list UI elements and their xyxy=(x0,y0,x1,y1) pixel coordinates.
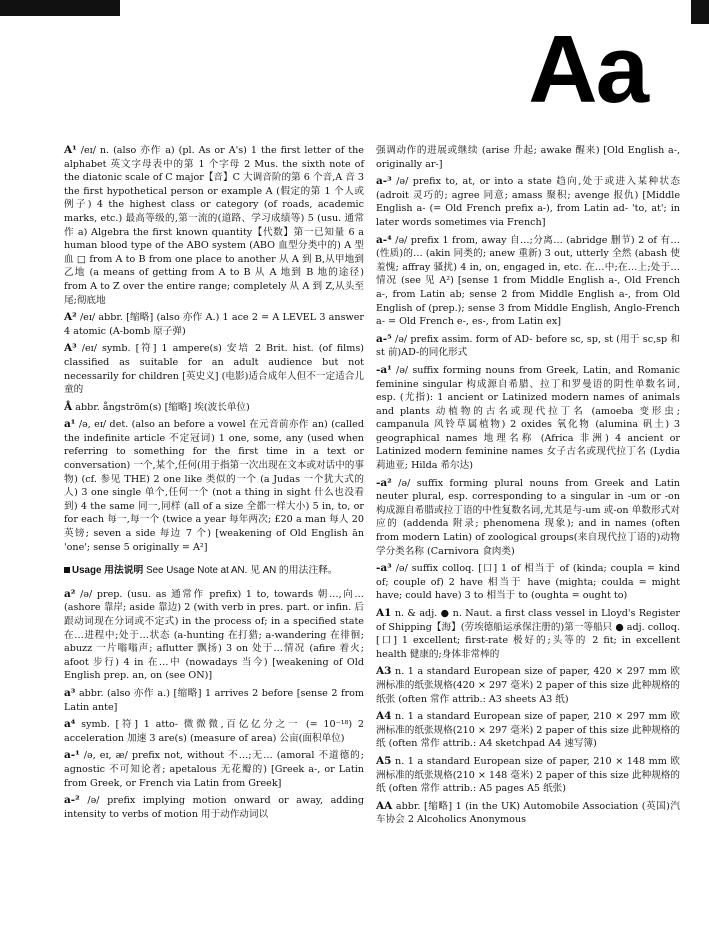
definition: /eɪ/ abbr. [缩略] (also 亦作 A.) 1 ace 2 = A LEVEL 3 answer 4 atomic (A-bomb 原子弹) xyxy=(64,312,364,337)
definition: n. 1 a standard European size of paper, 210 × 148 mm 欧洲标准的纸张规格(210 × 148 毫米) 2 paper of this size 此种规格的纸 (often 常作 attrib.: A5 pages A5 纸张) xyxy=(376,755,680,795)
definition: /ə/ suffix forming nouns from Greek, Latin, and Romanic feminine singular 构成源自希腊、拉丁和罗曼语的阴性单数名词, esp. (尤指): 1 ancient or Latinized modern names of animals and plants 动植物的古名或现代拉丁名 (amoeba 变形虫; campanula 风铃草属植物) 2 oxides 氧化物 (alumina 矾土) 3 geographical names 地理名称 (Africa 非洲) 4 ancient or Latinized modern feminine names 女子古名或现代拉丁名 (Lydia 莉迪亚; Hilda 希尔达) xyxy=(376,364,680,472)
headword: A¹ xyxy=(64,144,77,156)
dictionary-entry xyxy=(376,755,680,796)
square-bullet-icon xyxy=(64,567,70,573)
headword: -a³ xyxy=(376,562,392,575)
definition: n. & adj. ● n. Naut. a first class vessel in Lloyd's Register of Shipping【海】(劳埃德船运承保注册的)第一等船只 ● adj. colloq. [口] 1 excellent; first-rate 极好的;头等的 2 fit; in excellent health 健康的;身体非常棒的 xyxy=(376,608,680,660)
headword: a-³ xyxy=(376,175,392,188)
headword: AA xyxy=(376,799,393,812)
definition: symb. [符] 1 atto- 微微微,百亿亿分之一 (= 10⁻¹⁸) 2 acceleration 加速 3 are(s) (measure of area) 公亩(面积单位) xyxy=(64,719,364,744)
definition: abbr. (also 亦作 a.) [缩略] 1 arrives 2 before [sense 2 from Latin ante] xyxy=(64,687,364,713)
dictionary-entry xyxy=(376,364,680,473)
headword: A³ xyxy=(64,342,77,355)
definition: /ə/ suffix forming plural nouns from Greek and Latin neuter plural, esp. corresponding to a singular in -um or -on 构成源自希腊或拉丁语的中性复数名词,尤其是与-um 或-on 单数形式对应的 (addenda 附录; phenomena 现象); and in names (often from modern Latin) of zoological groups(来自现代拉丁语的)动物学分类名称 (Carnivora 食肉类) xyxy=(376,477,680,557)
dictionary-entry xyxy=(376,175,680,229)
headword: A² xyxy=(64,311,77,324)
dictionary-entry xyxy=(376,333,680,360)
headword: a-⁴ xyxy=(376,233,392,246)
headword: a-¹ xyxy=(64,749,80,762)
definition: /eɪ/ symb. [符] 1 ampere(s) 安培 2 Brit. hist. (of films) classified as suitable for an adult audience but not necessarily for children [英史义] (电影)适合成年人但不一定适合儿童的 xyxy=(64,343,364,396)
dictionary-entry xyxy=(64,401,364,415)
definition: /eɪ/ n. (also 亦作 a) (pl. As or A's) 1 the first letter of the alphabet 英文字母表中的第 1 个字母 2 Mus. the sixth note of the diatonic scale of C major【音】C 大调音阶的第 6 个音,A 音 3 the first hypothetical person or example A (假定的第 1 个人或例子) 4 the highest class or category (of roads, academic marks, etc.) 最高等级的,第一流的(道路、学习成绩等) 5 (usu. 通常作 a) Algebra the first known quantity【代数】第一已知量 6 a human blood type of the ABO system (ABO 血型分类中的) A 型血 □ from A to B from one place to another 从 A 到 B,从甲地到乙地 (a means of getting from A to B 从 A 地到 B 地的途径) from A to Z over the entire range; completely 从 A 到 Z,从头至尾;彻底地 xyxy=(64,145,364,306)
dictionary-entry xyxy=(64,588,364,683)
definition: 强调动作的进展或继续 (arise 升起; awake 醒来) [Old English a-, originally ar-] xyxy=(376,145,680,170)
thumb-index-tab xyxy=(691,0,709,24)
headword: A1 xyxy=(376,607,392,619)
dictionary-entry xyxy=(64,311,364,338)
headword: a² xyxy=(64,587,76,600)
dictionary-entry xyxy=(376,665,680,706)
usage-note xyxy=(64,564,364,578)
definition: n. 1 a standard European size of paper, 420 × 297 mm 欧洲标准的纸张规格(420 × 297 毫米) 2 paper of this size 此种规格的纸张 (often 常作 attrib.: A3 sheets A3 纸) xyxy=(376,666,680,705)
definition: /ə/ prefix 1 from, away 自…;分离… (abridge 删节) 2 of 有…(性质)的… (akin 同类的; anew 重新) 3 out, utterly 全然 (abash 使羞愧; affray 骚扰) 4 in, on, engaged in, etc. 在…中;在…上;处于…情况 (see 见 A²) [sense 1 from Middle English a-, Old French a-, from Latin ab; sense 2 from Middle English a-, from Old English of (prep.); sense 3 from Middle English, Anglo-French a- = Old French e-, es-, from Latin ex] xyxy=(376,234,680,328)
dictionary-entry xyxy=(376,710,680,751)
definition: /ə, eɪ/ det. (also an before a vowel 在元音前亦作 an) (called the indefinite article 不定冠词) 1 one, some, any (used when referring to something for the first time in a text or conversation) 一个,某个,任何(用于指第一次出现在文本或对话中的事物) (cf. 参见 THE) 2 one like 类似的一个 (a Judas 一个犹大式的人) 3 one single 单个,任何一个 (not a thing in sight 什么也没看到) 4 the same 同一,同样 (all of a size 全都一样大小) 5 in, to, or for each 每一,每一个 (twice a year 每年两次; £20 a man 每人 20 英镑; seven a side 每边 7 个) [weakening of Old English ān 'one'; sense 5 originally = A²] xyxy=(64,419,364,553)
dictionary-entry xyxy=(376,234,680,329)
definition: /ə/ prefix implying motion onward or away, adding intensity to verbs of motion 用于动作动词以 xyxy=(64,795,364,820)
dictionary-entry xyxy=(64,418,364,554)
headword: a¹ xyxy=(64,418,76,431)
left-column xyxy=(64,144,364,825)
definition: /ə/ prefix assim. form of AD- before sc, sp, st (用于 sc,sp 和 st 前)AD-的同化形式 xyxy=(376,333,680,359)
right-column xyxy=(376,144,680,831)
headword: Å xyxy=(64,400,73,413)
headword: A5 xyxy=(376,754,392,767)
definition: n. 1 a standard European size of paper, 210 × 297 mm 欧洲标准的纸张规格(210 × 297 毫米) 2 paper of this size 此种规格的纸 (often 常作 attrib.: A4 sketchpad A4 速写簿) xyxy=(376,711,680,750)
definition: /ə/ prep. (usu. as 通常作 prefix) 1 to, towards 朝…,向… (ashore 靠岸; aside 靠边) 2 (with verb in pres. part. or infin. 后跟动词现在分词或不定式) in the process of; in a specified state 在…进程中;处于…状态 (a-hunting 在打猎; a-wandering 在徘徊; abuzz 一片嗡嗡声; aflutter 飘扬) 3 on 处于…情况 (afire 着火; afoot 步行) 4 in 在…中 (nowadays 当今) [weakening of Old English prep. an, on (see ON)] xyxy=(64,588,365,682)
dictionary-entry xyxy=(376,562,680,603)
headword: A3 xyxy=(376,665,392,678)
definition: /ə, eɪ, æ/ prefix not, without 不…;无… (amoral 不道德的; agnostic 不可知论者; apetalous 无花瓣的) [Greek a-, or Latin from Greek, or French via Latin from Greek] xyxy=(64,750,364,789)
headword: -a¹ xyxy=(376,363,392,376)
dictionary-entry xyxy=(64,794,364,821)
headword: -a² xyxy=(376,476,392,489)
thumb-index-bar xyxy=(0,0,120,16)
definition: /ə/ prefix to, at, or into a state 趋向,处于或进入某种状态 (adroit 灵巧的; agree 同意; amass 聚积; avenge 报仇) [Middle English a- (= Old French prefix a-), from Latin ad- 'to, at'; in later words sometimes via French] xyxy=(376,176,680,228)
dictionary-entry xyxy=(64,687,364,714)
usage-text: See Usage Note at AN. 见 AN 的用法注释。 xyxy=(146,565,338,577)
dictionary-entry xyxy=(64,718,364,745)
dictionary-entry xyxy=(64,749,364,790)
headword: a⁴ xyxy=(64,718,76,731)
headword: a³ xyxy=(64,686,76,699)
definition: abbr. [缩略] 1 (in the UK) Automobile Association (英国)汽车协会 2 Alcoholics Anonymous xyxy=(376,800,680,826)
headword: A4 xyxy=(376,710,392,723)
dictionary-entry xyxy=(64,342,364,396)
usage-label: Usage 用法说明 xyxy=(72,565,144,577)
dictionary-entry xyxy=(376,477,680,559)
dictionary-entry xyxy=(376,800,680,827)
dictionary-entry-continued xyxy=(376,144,680,171)
section-heading: Aa xyxy=(528,16,647,123)
headword: a-² xyxy=(64,794,80,807)
definition: /ə/ suffix colloq. [口] 1 of 相当于 of (kinda; coupla = kind of; couple of) 2 have 相当于 have (mighta; coulda = might have; could have) 3 to 相当于 to (oughta = ought to) xyxy=(376,563,680,602)
dictionary-entry xyxy=(64,144,364,307)
dictionary-entry xyxy=(376,607,680,661)
headword: a-⁵ xyxy=(376,332,392,345)
definition: abbr. ångström(s) [缩略] 埃(波长单位) xyxy=(75,401,250,413)
